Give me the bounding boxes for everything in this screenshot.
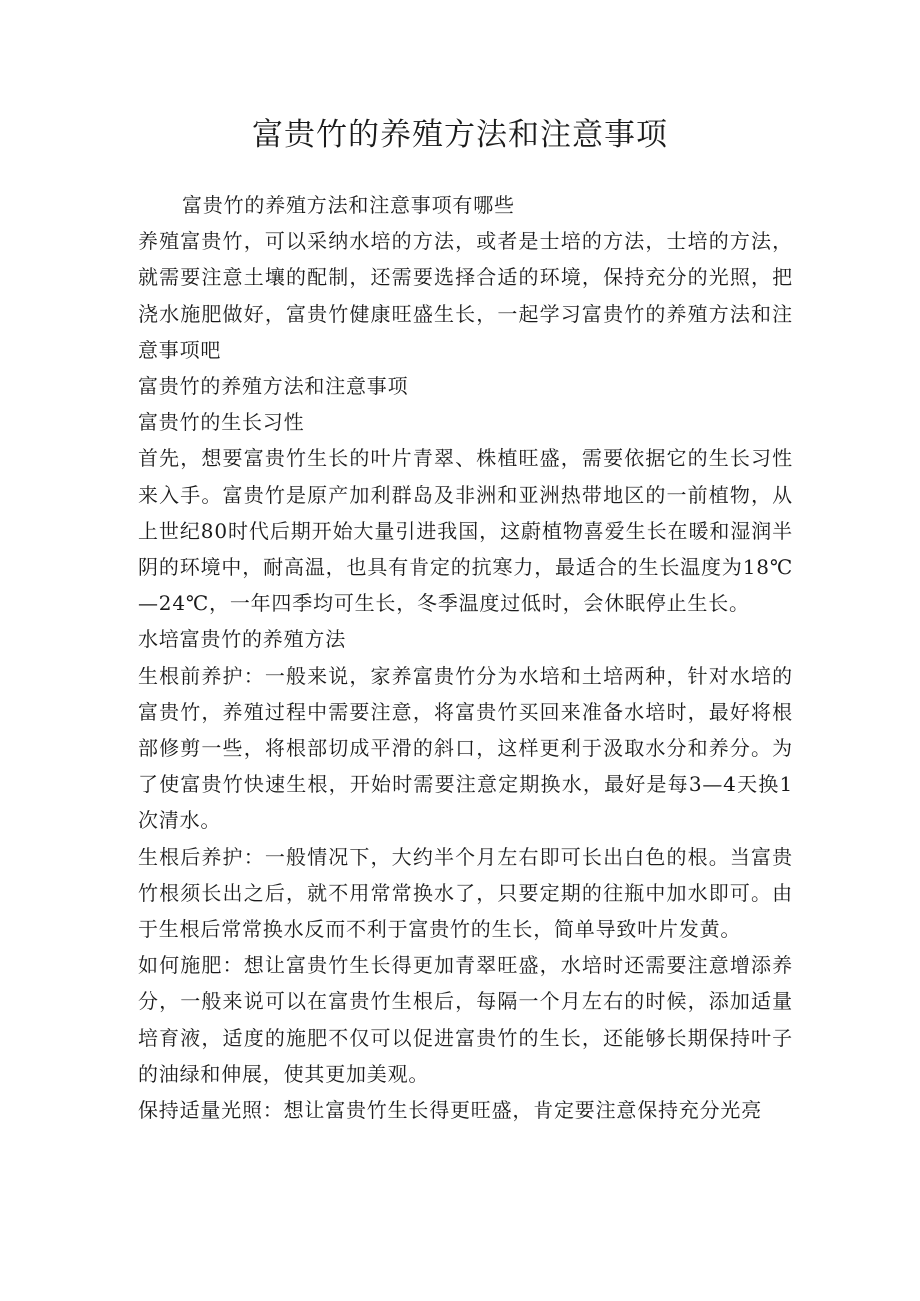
section-heading: 水培富贵竹的养殖方法 xyxy=(138,627,346,652)
paragraph-intro: 养殖富贵竹，可以采纳水培的方法，或者是士培的方法，士培的方法，就需要注意土壤的配制，还需要选择合适的环境，保持充分的光照，把浇水施肥做好，富贵竹健康旺盛生长，一起学习富贵竹的养殖方法和注意事项吧 xyxy=(138,229,793,362)
document-body xyxy=(138,187,793,1128)
paragraph-growth-habit: 首先，想要富贵竹生长的叶片青翠、株植旺盛，需要依据它的生长习性来入手。富贵竹是原产加利群岛及非洲和亚洲热带地区的一前植物，从上世纪80时代后期开始大量引进我国，这蔚植物喜爱生长在暖和湿润半阴的环境中，耐高温，也具有肯定的抗寒力，最适合的生长温度为18℃—24℃，一年四季均可生长，冬季温度过低时，会休眠停止生长。 xyxy=(138,446,793,616)
paragraph-subtitle: 富贵竹的养殖方法和注意事项有哪些 xyxy=(182,193,515,217)
paragraph-lighting: 保持适量光照：想让富贵竹生长得更旺盛，肯定要注意保持充分光亮 xyxy=(138,1098,762,1123)
section-heading: 富贵竹的养殖方法和注意事项 xyxy=(138,374,409,399)
document-title: 富贵竹的养殖方法和注意事项 xyxy=(252,117,668,153)
paragraph-fertilizing: 如何施肥：想让富贵竹生长得更加青翠旺盛，水培时还需要注意增添养分，一般来说可以在富贵竹生根后，每隔一个月左右的时候，添加适量培育液，适度的施肥不仅可以促进富贵竹的生长，还能够长期保持叶子的油绿和伸展，使其更加美观。 xyxy=(138,953,793,1086)
section-heading: 富贵竹的生长习性 xyxy=(138,410,305,435)
paragraph-after-rooting: 生根后养护：一般情况下，大约半个月左右即可长出白色的根。当富贵竹根须长出之后，就不用常常换水了，只要定期的往瓶中加水即可。由于生根后常常换水反而不利于富贵竹的生长，简单导致叶片发黄。 xyxy=(138,844,793,942)
paragraph-before-rooting: 生根前养护：一般来说，家养富贵竹分为水培和土培两种，针对水培的富贵竹，养殖过程中需要注意，将富贵竹买回来准备水培时，最好将根部修剪一些，将根部切成平滑的斜口，这样更利于汲取水分和养分。为了使富贵竹快速生根，开始时需要注意定期换水，最好是每3—4天换1次清水。 xyxy=(138,663,793,833)
